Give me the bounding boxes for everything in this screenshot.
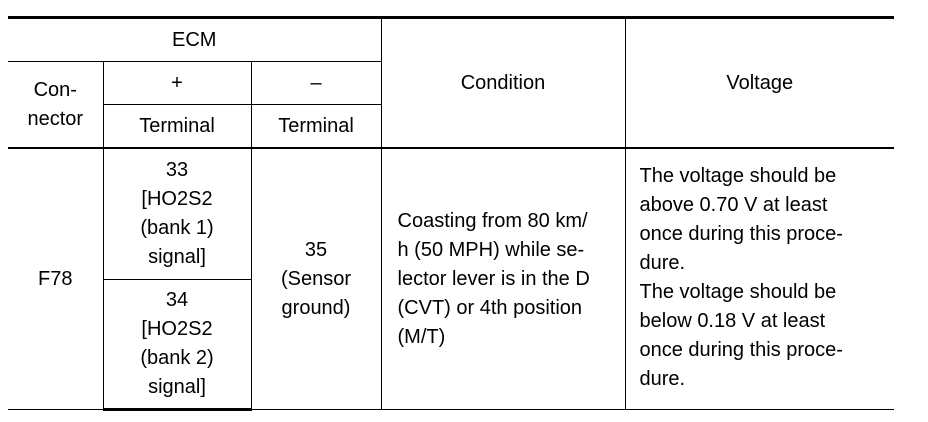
voltage-line: dure.: [639, 368, 686, 390]
minus-terminal-cell: [251, 148, 381, 410]
voltage-line: above 0.70 V at least: [639, 194, 828, 216]
ecm-header: ECM: [8, 18, 381, 62]
condition-line: h (50 MPH) while se-: [397, 238, 585, 261]
plus-terminal-bank1: [103, 148, 251, 280]
connector-header-line2: nector: [27, 107, 84, 130]
minus-header: –: [251, 62, 381, 105]
plus-terminal-bank2: [103, 280, 251, 410]
voltage-line: below 0.18 V at least: [639, 310, 826, 332]
voltage-line: The voltage should be: [639, 165, 837, 187]
condition-line: Coasting from 80 km/: [397, 209, 588, 232]
terminal-voltage-table: [8, 16, 894, 411]
plus-terminal-bank2-line: (bank 2): [140, 347, 214, 369]
condition-line: (M/T): [397, 325, 446, 348]
voltage-line: once during this proce-: [639, 339, 843, 361]
voltage-header: Voltage: [625, 18, 894, 149]
plus-terminal-bank1-line: 33: [165, 159, 189, 181]
connector-header-line1: Con-: [33, 78, 77, 101]
plus-terminal-bank2-line: 34: [165, 289, 189, 311]
condition-header: Condition: [381, 18, 625, 149]
voltage-line: once during this proce-: [639, 223, 843, 245]
minus-terminal-line: 35: [304, 238, 328, 261]
plus-terminal-bank1-line: (bank 1): [140, 217, 214, 239]
condition-line: lector lever is in the D: [397, 267, 590, 290]
minus-terminal-line: (Sensor: [280, 267, 352, 290]
connector-cell: F78: [8, 148, 103, 410]
plus-header: +: [103, 62, 251, 105]
plus-terminal-header: Terminal: [103, 105, 251, 149]
condition-line: (CVT) or 4th position: [397, 296, 583, 319]
minus-terminal-header: Terminal: [251, 105, 381, 149]
plus-terminal-bank1-line: [HO2S2: [141, 188, 213, 210]
condition-cell: [381, 148, 625, 410]
plus-terminal-bank2-line: [HO2S2: [141, 318, 213, 340]
connector-header: [8, 62, 103, 149]
voltage-line: The voltage should be: [639, 281, 837, 303]
voltage-line: dure.: [639, 252, 686, 274]
plus-terminal-bank2-line: signal]: [148, 376, 206, 398]
minus-terminal-line: ground): [281, 296, 351, 319]
plus-terminal-bank1-line: signal]: [148, 246, 206, 268]
voltage-cell: [625, 148, 894, 410]
